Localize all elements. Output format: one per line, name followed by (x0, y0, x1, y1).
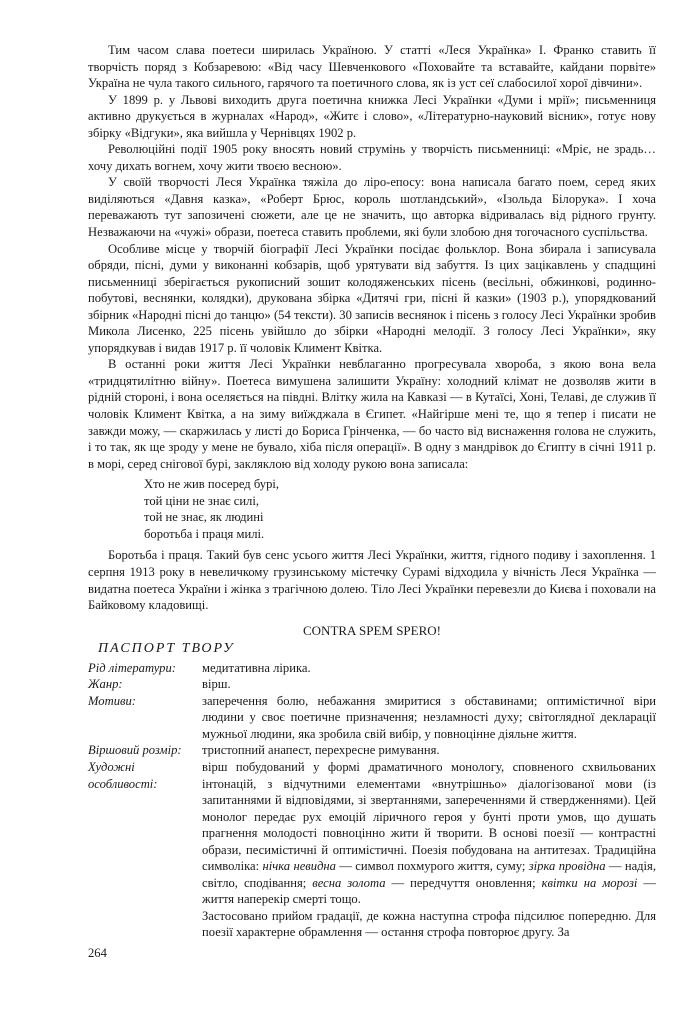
page-number: 264 (88, 945, 107, 960)
text-run: вірш побудований у формі драматичного монологу, сповненого схвильованих інтонацій, з відчутними елементами «внутрішньо» діалогізованої мови (із запитаннями й відповідями, зі звертаннями, запереченнями й ствердженнями). Цей монолог передає рух емоцій ліричного героя у бунті проти умов, що душать прагнення молодості повноцінно жити й творити. В основі поезії — контрастні образи, песимістичні й оптимістичні. Поезія побудована на антитезах. Традиційна символіка: (202, 759, 656, 874)
symbol-term: зірка провідна (528, 859, 606, 874)
paragraph: Революційні події 1905 року вносять новий струмінь у творчість письменниці: «Мріє, не зрадь… хочу дихать вогнем, хочу жити твоєю весною». (88, 142, 656, 173)
passport-label (88, 759, 202, 941)
poem-quote (144, 476, 656, 542)
passport-row-features (88, 759, 656, 941)
symbol-term: нічка невидна (262, 859, 336, 874)
passport-label: Віршовий розмір: (88, 743, 182, 758)
passport-row (88, 742, 656, 759)
passport-label: Рід літератури: (88, 660, 176, 675)
label-line: особливості: (88, 776, 158, 791)
text-run: — передчуття оновлення; (385, 875, 542, 890)
text-run: — символ похмурого життя, суму; (335, 859, 529, 874)
passport-value: тристопний анапест, перехресне римування. (202, 743, 440, 758)
passport-row (88, 660, 656, 677)
poem-line: Хто не жив посеред бурі, (144, 477, 280, 492)
page-body (88, 42, 656, 962)
poem-line: той ціни не знає силі, (144, 493, 259, 508)
poem-line: той не знає, як людині (144, 510, 264, 525)
features-text (202, 759, 656, 908)
text-run: — надія, світло, сподівання; (202, 859, 657, 890)
passport-row (88, 676, 656, 693)
text-run: — життя наперекір смерті тощо. (202, 875, 657, 907)
paragraph: Тим часом слава поетеси ширилась Україною. У статті «Леся Українка» І. Франко ставить її творчість поряд з Кобзаревою: «Від часу Шевченкового «Поховайте та вставайте, кайдани порвіте» Україна не чула такого сильного, гарячого та поетичного слова, як із уст сеї слабосилої хорої дівчини». (88, 43, 656, 91)
passport-row (88, 693, 656, 743)
passport-value: заперечення болю, небажання змиритися з обставинами; оптимістичної віри людини у своє поетичне призначення; незламності духу; світоглядної декларації мужньої людини, яка зробила свій вибір, у повноцінне діяльне життя. (202, 693, 656, 741)
passport-value: медитативна лірика. (202, 660, 311, 675)
features-text: Застосовано прийом градації, де кожна наступна строфа підсилює попередню. Для поезії характерне обрамлення — остання строфа повторює другу. За (202, 908, 656, 940)
paragraph: Особливе місце у творчій біографії Лесі Українки посідає фольклор. Вона збирала і записувала обряди, пісні, думи у виконанні кобзарів, щоб урятувати від забуття. Із цих зацікавлень у спадщині письменниці зберігається рукописний зошит колодяженських пісень (весільні, обжинкові, родинно-побутові, веснянки, колядки), друкована збірка «Дитячі гри, пісні й казки» (1903 р.), упорядкований збірник «Народні пісні до танцю» (54 тексти). 30 записів веснянок і пісень з голосу Лесі Українки зробив Микола Лисенко, 225 пісень увійшло до збірки «Народні мелодії. З голосу Лесі Українки», яку упорядкував і видав 1917 р. її чоловік Климент Квітка. (88, 241, 656, 355)
paragraph: У 1899 р. у Львові виходить друга поетична книжка Лесі Українки «Думи і мрії»; письменниця активно друкується в журналах «Народ», «Житє і слово», «Літературно-науковий вісник», готує нову збірку «Відгуки», яка вийшла у Чернівцях 1902 р. (88, 92, 656, 140)
passport-value (202, 759, 656, 941)
paragraph: У своїй творчості Леся Українка тяжіла до ліро-епосу: вона написала багато поем, серед яких виділяються «Давня казка», «Роберт Брюс, король шотландський», «Ізольда Білорука». І хоча переважають тут запозичені сюжети, але це не значить, що авторка відривалась від рідного грунту. Незважаючи на «чужі» образи, поетеса ставить проблеми, які були злобою дня тогочасного суспільства. (88, 175, 656, 240)
symbol-term: весна золота (312, 875, 386, 890)
work-title: CONTRA SPEM SPERO! (303, 622, 441, 638)
paragraph: Боротьба і праця. Такий був сенс усього життя Лесі Українки, життя, гідного подиву і захоплення. 1 серпня 1913 року в невеличкому грузинському містечку Сурамі відходила у вічність Леся Українка — видатна поетеса України і жінка з трагічною долею. Тіло Лесі Українки перевезли до Києва і поховали на Байковому кладовищі. (88, 548, 656, 613)
label-line: Художні (88, 759, 135, 774)
paragraph: В останні роки життя Лесі Українки невблаганно прогресувала хвороба, з якою вона вела «тридцятилітню війну». Поетеса вимушена залишити Україну: холодний клімат не дозволяв жити в рідній стороні, і вона оселяється на півдні. Влітку жила на Кавказі — в Кутаїсі, Хоні, Телаві, де служив її чоловік Климент Квітка, а на зиму виїжджала в Єгипет. «Найгірше мені те, що я тепер і писати не завжди можу, — скаржилась у листі до Бориса Грінченка, — бо часто від виснаження голова не служить, і то так, як ще зроду у мене не бувало, хіба після операції». В одну з мандрівок до Єгипту в січні 1911 р. в морі, серед снігової бурі, закляклою від холоду рукою вона записала: (88, 357, 656, 471)
poem-line: боротьба і праця милі. (144, 526, 265, 541)
passport-value: вірш. (202, 677, 231, 692)
symbol-term: квітки на морозі (541, 875, 638, 890)
passport-label: Жанр: (88, 677, 123, 692)
passport-label: Мотиви: (88, 693, 136, 708)
passport-heading: ПАСПОРТ ТВОРУ (98, 641, 235, 657)
